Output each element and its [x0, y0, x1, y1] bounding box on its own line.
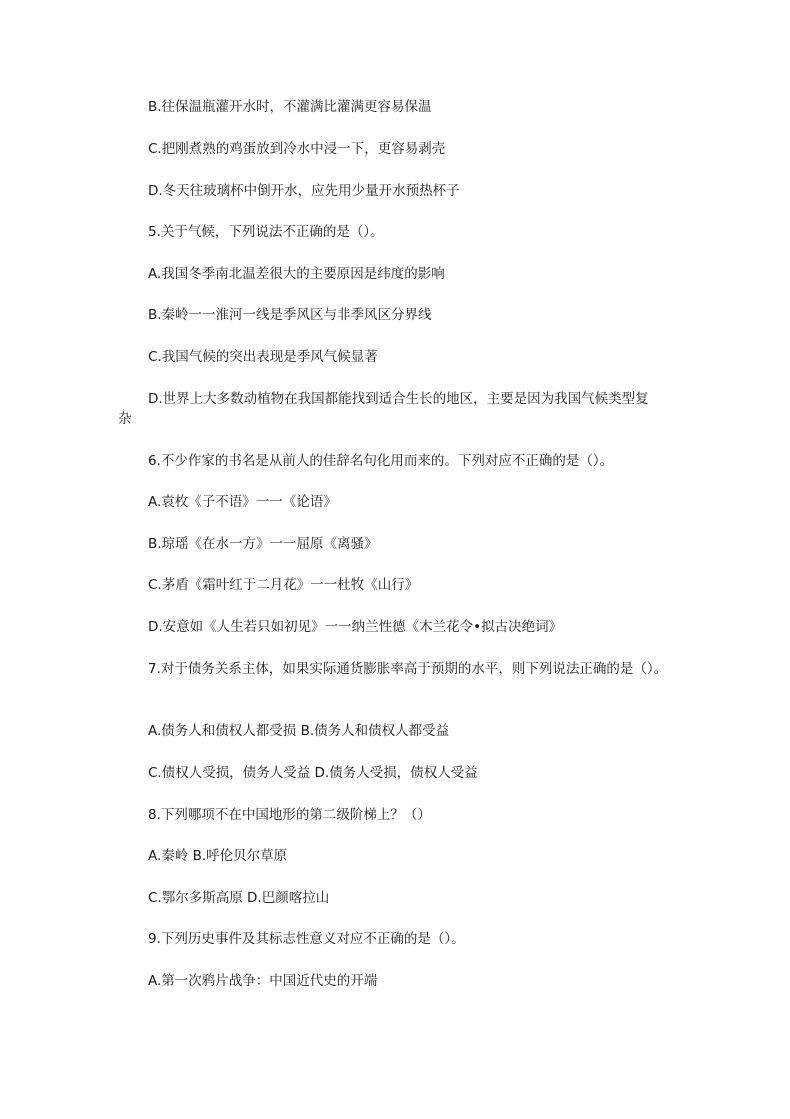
q5-option-a: A.我国冬季南北温差很大的主要原因是纬度的影响	[148, 266, 445, 282]
q6-option-a: A.袁枚《子不语》一一《论语》	[148, 494, 337, 510]
q6-option-c: C.茅盾《霜叶红于二月花》一一杜牧《山行》	[148, 577, 419, 593]
q4-option-b: B.往保温瓶灌开水时，不灌满比灌满更容易保温	[148, 99, 432, 115]
q7-options-cd: C.债权人受损，债务人受益 D.债务人受损，债权人受益	[148, 765, 478, 781]
q9-option-a: A.第一次鸦片战争：中国近代史的开端	[148, 973, 378, 989]
question-6: 6.不少作家的书名是从前人的佳辞名句化用而来的。下列对应不正确的是（）。	[148, 453, 614, 469]
q8-options-ab: A.秦岭 B.呼伦贝尔草原	[148, 848, 288, 864]
q4-option-c: C.把刚煮熟的鸡蛋放到冷水中浸一下，更容易剥壳	[148, 141, 446, 157]
question-7: 7.对于债务关系主体，如果实际通货膨胀率高于预期的水平，则下列说法正确的是（）。	[148, 661, 668, 677]
q6-option-b: B.琼瑶《在水一方》一一屈原《离骚》	[148, 536, 378, 552]
q8-options-cd: C.鄂尔多斯高原 D.巴颜喀拉山	[148, 890, 330, 906]
question-5: 5.关于气候，下列说法不正确的是（）。	[148, 224, 384, 240]
q4-option-d: D.冬天往玻璃杯中倒开水，应先用少量开水预热杯子	[148, 183, 460, 199]
q6-option-d: D.安意如《人生若只如初见》一一纳兰性德《木兰花令•拟古决绝词》	[148, 619, 563, 635]
q5-option-d-line1: D.世界上大多数动植物在我国都能找到适合生长的地区，主要是因为我国气候类型复	[148, 391, 649, 407]
question-8: 8.下列哪项不在中国地形的第二级阶梯上？（）	[148, 807, 431, 823]
q5-option-d-line2: 杂	[118, 411, 132, 427]
question-9: 9.下列历史事件及其标志性意义对应不正确的是（）。	[148, 931, 465, 947]
q7-options-ab: A.债务人和债权人都受损 B.债务人和债权人都受益	[148, 723, 450, 739]
q5-option-b: B.秦岭一一淮河一线是季风区与非季风区分界线	[148, 307, 432, 323]
q5-option-c: C.我国气候的突出表现是季风气候显著	[148, 349, 378, 365]
